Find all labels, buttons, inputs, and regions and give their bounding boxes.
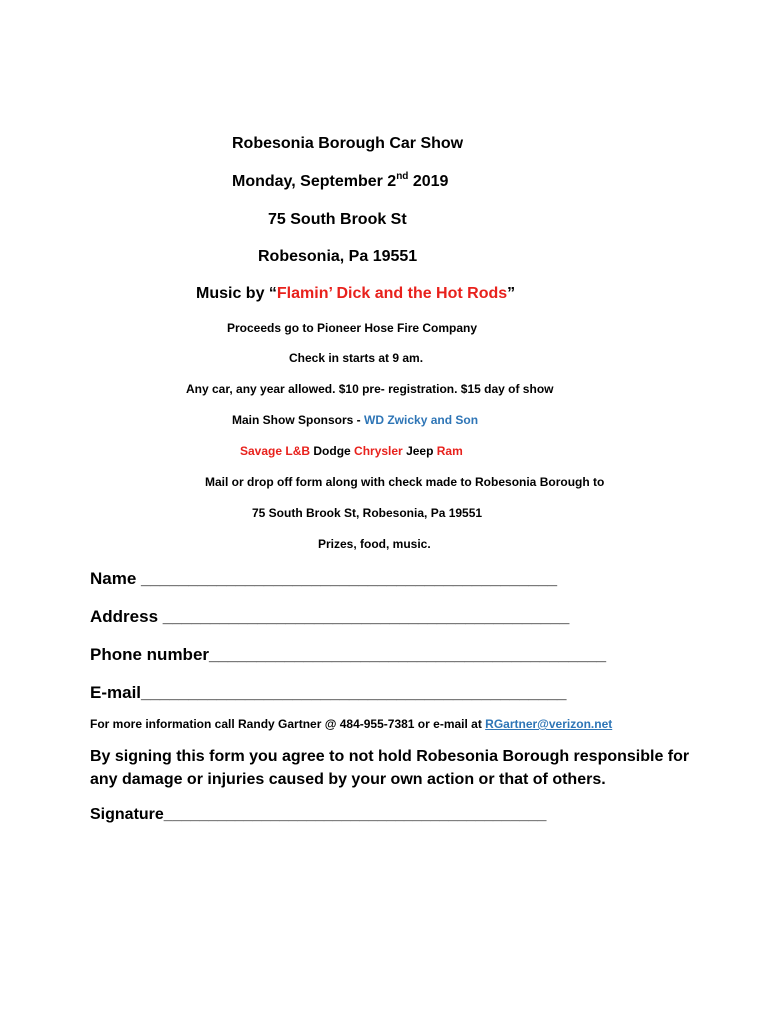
music-prefix: Music by “ [196, 285, 277, 302]
dealer-savage: Savage L&B [240, 444, 311, 458]
dealer-chrysler: Chrysler [354, 444, 403, 458]
waiver-line-1: By signing this form you agree to not hold Robesonia Borough responsible for [90, 748, 690, 765]
contact-text: For more information call Randy Gartner @ 484-955-7381 or e-mail at [90, 717, 486, 731]
dealer-ram: Ram [436, 444, 463, 458]
address-field[interactable]: Address ___________________________________________ [90, 607, 570, 626]
contact-line [90, 718, 612, 730]
event-date-main: Monday, September 2 [232, 173, 397, 190]
dealer-line [240, 445, 463, 457]
event-date [232, 171, 449, 190]
dealer-dodge: Dodge [310, 444, 355, 458]
email-field[interactable]: E-mail_____________________________________________ [90, 683, 567, 702]
sponsors-label: Main Show Sponsors - [232, 413, 365, 427]
event-date-year: 2019 [408, 173, 449, 190]
dealer-jeep: Jeep [402, 444, 437, 458]
event-street: 75 South Brook St [268, 211, 407, 228]
event-city: Robesonia, Pa 19551 [258, 248, 418, 265]
phone-field[interactable]: Phone number__________________________________________ [90, 645, 607, 664]
music-suffix: ” [507, 285, 516, 302]
mail-instructions: Mail or drop off form along with check made to Robesonia Borough to [205, 475, 605, 489]
mail-address: 75 South Brook St, Robesonia, Pa 19551 [252, 506, 483, 520]
contact-email-link[interactable]: RGartner@verizon.net [485, 717, 613, 731]
event-date-suffix: nd [396, 171, 409, 182]
waiver-line-2: any damage or injuries caused by your own action or that of others. [90, 771, 606, 788]
prizes-text: Prizes, food, music. [318, 537, 431, 551]
event-title: Robesonia Borough Car Show [232, 135, 464, 152]
checkin-text: Check in starts at 9 am. [289, 351, 424, 365]
sponsors-line [232, 414, 478, 426]
band-name: Flamin’ Dick and the Hot Rods [276, 285, 508, 302]
signature-field[interactable]: Signature___________________________________________ [90, 806, 547, 823]
name-field[interactable]: Name ____________________________________________ [90, 569, 558, 588]
music-line [196, 286, 515, 302]
registration-text: Any car, any year allowed. $10 pre- registration. $15 day of show [186, 382, 554, 396]
main-sponsor: WD Zwicky and Son [364, 413, 479, 427]
proceeds-text: Proceeds go to Pioneer Hose Fire Company [227, 321, 478, 335]
